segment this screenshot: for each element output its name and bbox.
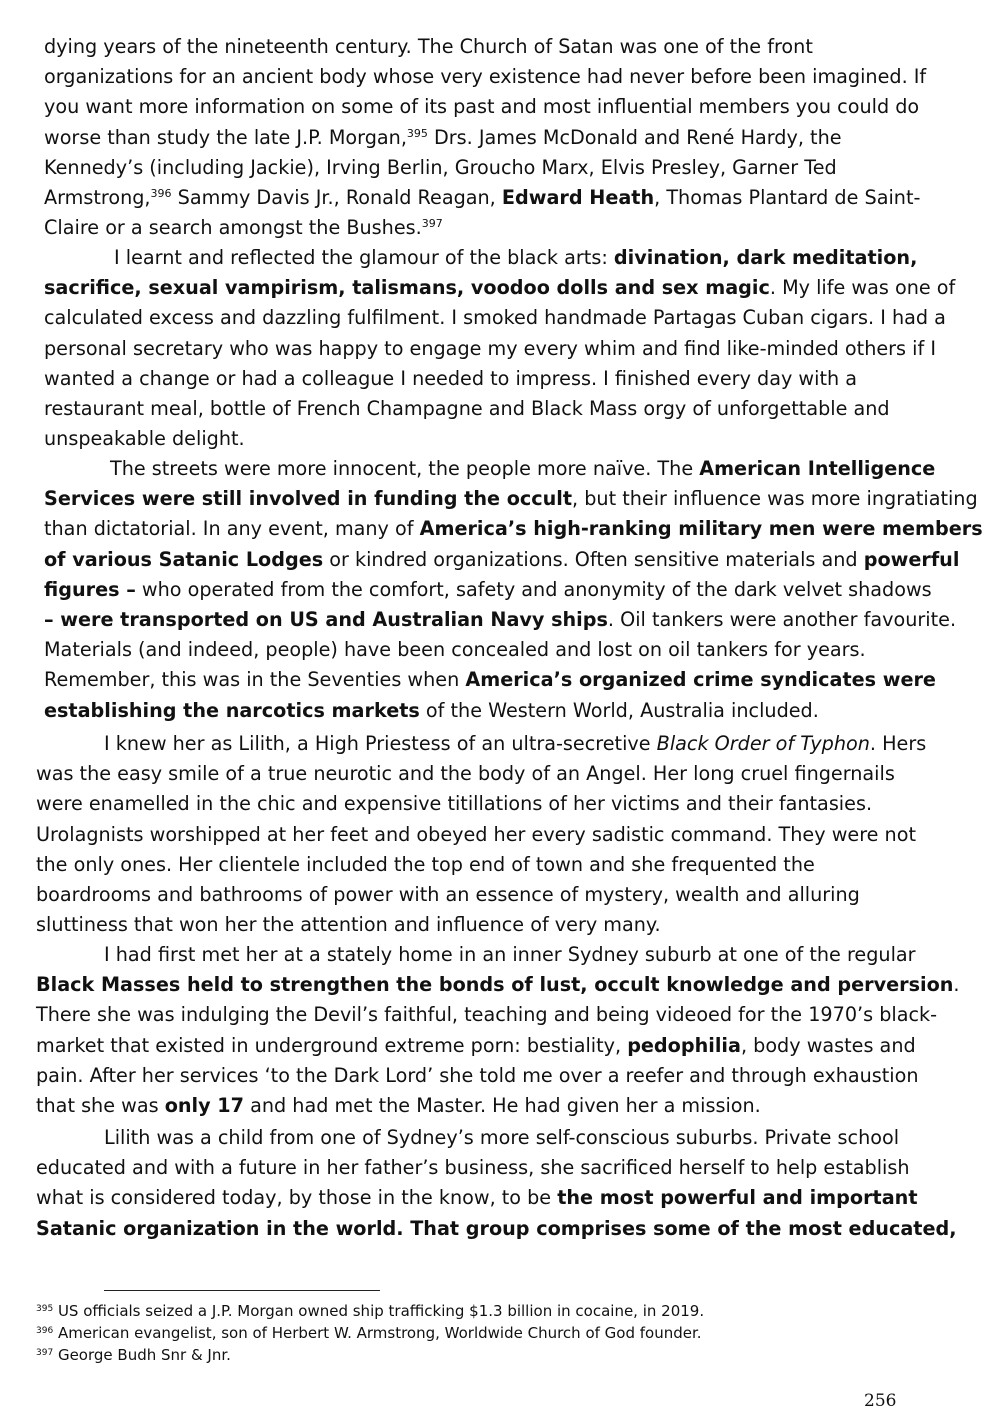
text-line: Materials (and indeed, people) have been concealed and lost on oil tankers for years. xyxy=(44,638,866,662)
text-line: Urolagnists worshipped at her feet and obeyed her every sadistic command. They were not xyxy=(36,822,916,846)
text-line: Lilith was a child from one of Sydney’s more self-conscious suburbs. Private school xyxy=(104,1126,900,1149)
paragraph-3 xyxy=(44,454,983,726)
text-line: you want more information on some of its past and most influential members you could do xyxy=(44,95,920,119)
text-line: of various Satanic Lodges or kindred organizations. Often sensitive materials and powerful xyxy=(44,547,960,571)
text-line: Satanic organization in the world. That group comprises some of the most educated, xyxy=(36,1216,957,1240)
text-line: organizations for an ancient body whose very existence had never before been imagined. If xyxy=(44,65,927,89)
paragraph-5 xyxy=(36,940,960,1121)
text-line: wanted a change or had a colleague I needed to impress. I finished every day with a xyxy=(44,366,857,390)
text-line: I knew her as Lilith, a High Priestess of an ultra-secretive Black Order of Typhon. Hers xyxy=(104,732,927,755)
text-line: personal secretary who was happy to engage my every whim and find like-minded others if I xyxy=(44,336,936,360)
text-line: than dictatorial. In any event, many of America’s high-ranking military men were members xyxy=(44,517,983,541)
paragraph-2 xyxy=(44,243,956,454)
text-line: pain. After her services ‘to the Dark Lord’ she told me over a reefer and through exhaustion xyxy=(36,1063,919,1087)
text-line: I had first met her at a stately home in an inner Sydney suburb at one of the regular xyxy=(104,943,916,966)
paragraph-4 xyxy=(36,729,927,940)
text-line: the only ones. Her clientele included the top end of town and she frequented the xyxy=(36,852,815,876)
text-line: dying years of the nineteenth century. The Church of Satan was one of the front xyxy=(44,35,813,58)
page-number: 256 xyxy=(864,1391,897,1411)
footnote-395: $^{395}$ US officials seized a J.P. Morgan owned ship trafficking $1.3 billion in cocaine, in 2019. xyxy=(36,1302,705,1320)
text-line: restaurant meal, bottle of French Champagne and Black Mass orgy of unforgettable and xyxy=(44,397,890,421)
footnote-396: $^{396}$ American evangelist, son of Herbert W. Armstrong, Worldwide Church of God founder. xyxy=(36,1324,702,1342)
text-line: Claire or a search amongst the Bushes.$^{397}$ xyxy=(44,216,443,240)
text-line: were enamelled in the chic and expensive titillations of her victims and their fantasies. xyxy=(36,792,873,816)
text-line: establishing the narcotics markets of the Western World, Australia included. xyxy=(44,698,819,722)
text-line: that she was only 17 and had met the Master. He had given her a mission. xyxy=(36,1094,761,1118)
footnote-ref-396[interactable]: 396 xyxy=(150,187,172,201)
text-line: educated and with a future in her father’s business, she sacrificed herself to help establish xyxy=(36,1156,910,1180)
text-line: was the easy smile of a true neurotic and the body of an Angel. Her long cruel fingernails xyxy=(36,762,895,786)
text-line: what is considered today, by those in the know, to be the most powerful and important xyxy=(36,1186,918,1210)
text-line: Kennedy’s (including Jackie), Irving Berlin, Groucho Marx, Elvis Presley, Garner Ted xyxy=(44,155,837,179)
footnote-ref-395[interactable]: 395 xyxy=(406,126,428,140)
text-line: figures – who operated from the comfort, safety and anonymity of the dark velvet shadows xyxy=(44,577,932,601)
text-line: Armstrong,$^{396}$ Sammy Davis Jr., Ronald Reagan, Edward Heath, Thomas Plantard de Saint- xyxy=(44,186,921,210)
footnote-397: $^{397}$ George Budh Snr & Jnr. xyxy=(36,1346,231,1364)
text-line: market that existed in underground extreme porn: bestiality, pedophilia, body wastes and xyxy=(36,1033,916,1057)
text-line: Black Masses held to strengthen the bonds of lust, occult knowledge and perversion. xyxy=(36,973,960,997)
text-line: The streets were more innocent, the people more naïve. The American Intelligence xyxy=(110,457,936,480)
text-line: sluttiness that won her the attention and influence of very many. xyxy=(36,913,661,937)
paragraph-6 xyxy=(36,1123,957,1244)
text-line: calculated excess and dazzling fulfilment. I smoked handmade Partagas Cuban cigars. I had a xyxy=(44,306,946,330)
text-line: unspeakable delight. xyxy=(44,427,245,451)
footnote-separator xyxy=(104,1290,380,1291)
text-line: There she was indulging the Devil’s faithful, teaching and being videoed for the 1970’s black- xyxy=(36,1003,938,1027)
paragraph-1 xyxy=(44,32,927,243)
footnote-ref-397[interactable]: 397 xyxy=(421,217,443,231)
text-line: Remember, this was in the Seventies when America’s organized crime syndicates were xyxy=(44,668,936,692)
text-line: – were transported on US and Australian Navy ships. Oil tankers were another favourite. xyxy=(44,608,957,632)
text-line: sacrifice, sexual vampirism, talismans, voodoo dolls and sex magic. My life was one of xyxy=(44,276,956,300)
text-line: I learnt and reflected the glamour of the black arts: divination, dark meditation, xyxy=(114,246,918,269)
text-line: boardrooms and bathrooms of power with an essence of mystery, wealth and alluring xyxy=(36,883,860,907)
text-line: Services were still involved in funding the occult, but their influence was more ingratiating xyxy=(44,487,978,511)
text-line: worse than study the late J.P. Morgan,$^{395}$ Drs. James McDonald and René Hardy, the xyxy=(44,125,842,149)
